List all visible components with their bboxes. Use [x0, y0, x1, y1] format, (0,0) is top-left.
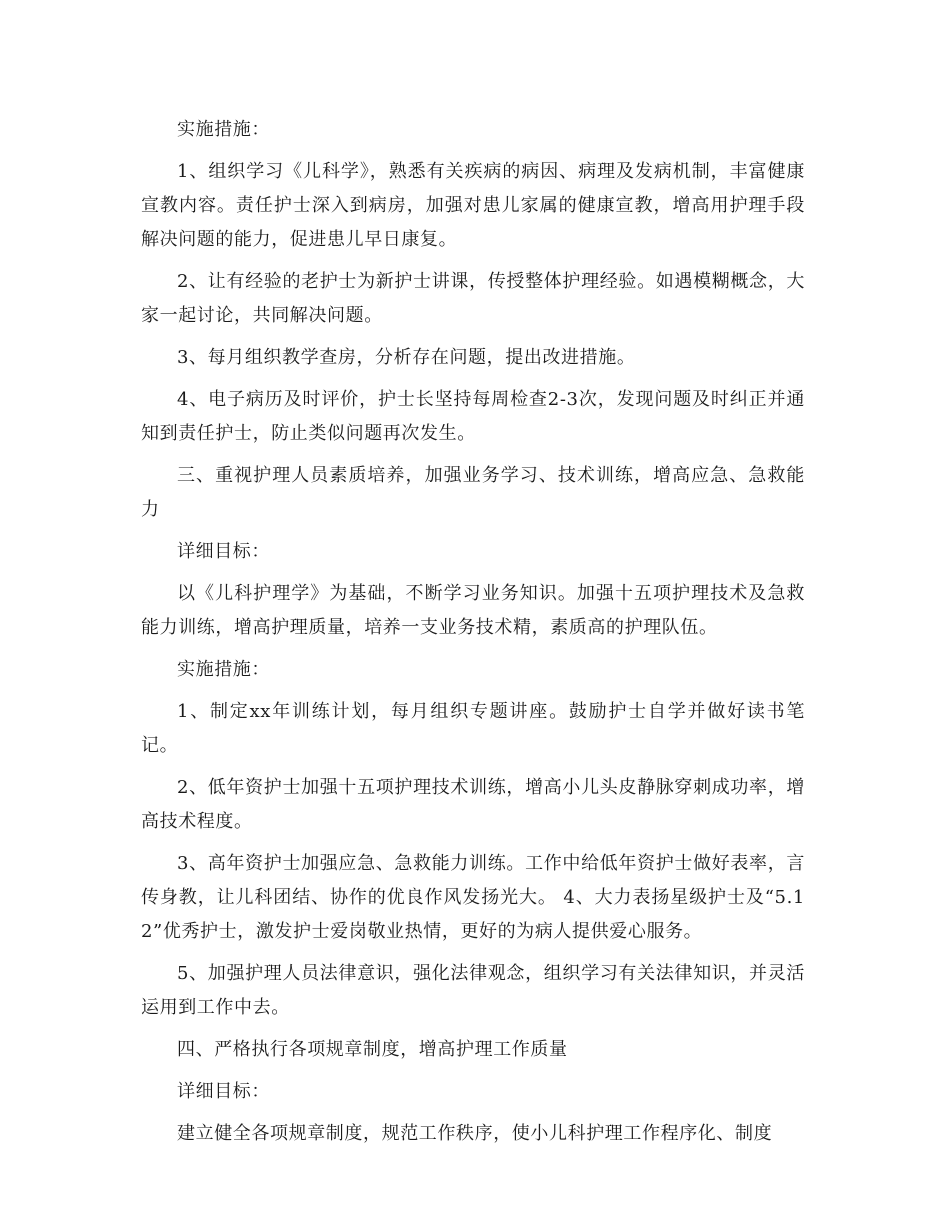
goal-heading-2: 详细目标：: [177, 1081, 270, 1102]
paragraph-item-2: 2、让有经验的老护士为新护士讲课，传授整体护理经验。如遇模糊概念，大家一起讨论，共同解决问题。: [141, 271, 805, 326]
paragraph-measures-heading-2: 实施措施：: [177, 659, 270, 680]
section-heading-4: 四、严格执行各项规章制度，增高护理工作质量: [177, 1039, 568, 1060]
paragraph-measures-heading-1: 实施措施：: [177, 119, 270, 140]
paragraph-item-3: 3、每月组织教学查房，分析存在问题，提出改进措施。: [177, 347, 636, 368]
paragraph-item-1: 1、组织学习《儿科学》，熟悉有关疾病的病因、病理及发病机制，丰富健康宣教内容。责任护士深入到病房，加强对患儿家属的健康宣教，增高用护理手段解决问题的能力，促进患儿早日康复。: [141, 161, 805, 250]
training-item-2: 2、低年资护士加强十五项护理技术训练，增高小儿头皮静脉穿刺成功率，增高技术程度。: [141, 777, 805, 832]
training-item-5: 5、加强护理人员法律意识，强化法律观念，组织学习有关法律知识，并灵活运用到工作中去。: [141, 963, 805, 1018]
document-body: [141, 113, 805, 1159]
paragraph-item-4: 4、电子病历及时评价，护士长坚持每周检查2-3次，发现问题及时纠正并通知到责任护士，防止类似问题再次发生。: [141, 389, 805, 444]
section-heading-3: 三、重视护理人员素质培养，加强业务学习、技术训练，增高应急、急救能力: [141, 465, 805, 520]
goal-heading-1: 详细目标：: [177, 541, 270, 562]
goal-text-2: 建立健全各项规章制度，规范工作秩序，使小儿科护理工作程序化、制度: [177, 1123, 773, 1144]
training-item-3-4: 3、高年资护士加强应急、急救能力训练。工作中给低年资护士做好表率，言传身教，让儿科团结、协作的优良作风发扬光大。 4、大力表扬星级护士及“5.12”优秀护士，激发护士爱岗敬业热情，更好的为病人提供爱心服务。: [141, 853, 805, 942]
training-item-1: 1、制定xx年训练计划，每月组织专题讲座。鼓励护士自学并做好读书笔记。: [141, 701, 805, 756]
goal-text-1: 以《儿科护理学》为基础，不断学习业务知识。加强十五项护理技术及急救能力训练，增高护理质量，培养一支业务技术精，素质高的护理队伍。: [141, 583, 805, 638]
